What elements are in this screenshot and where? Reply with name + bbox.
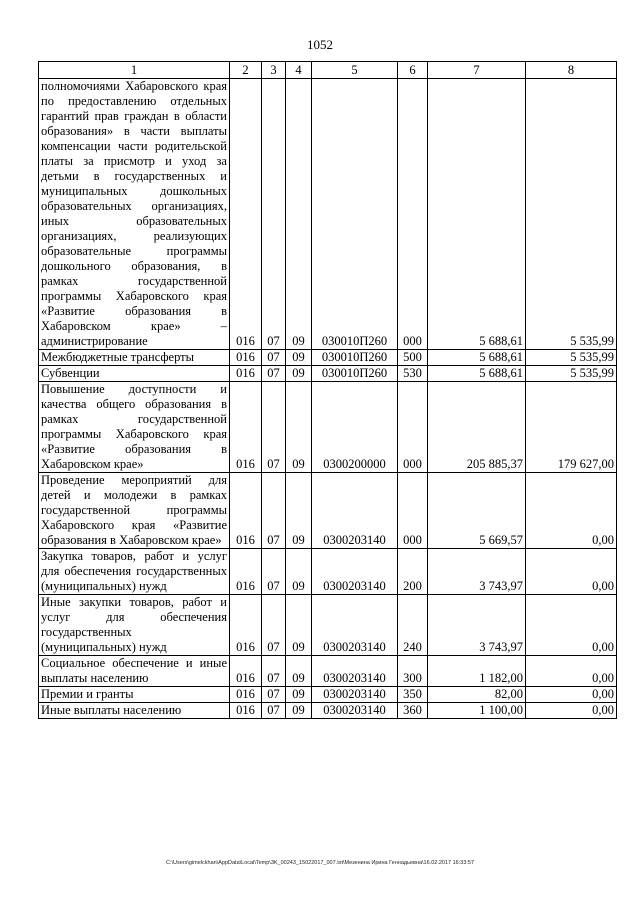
row-value-cell: 030010П260: [312, 350, 398, 366]
row-value-cell: 0300203140: [312, 549, 398, 595]
row-value-cell: 030010П260: [312, 79, 398, 350]
row-value-cell: 07: [262, 595, 286, 656]
row-name-cell: Межбюджетные трансферты: [39, 350, 230, 366]
row-value-cell: 000: [398, 382, 428, 473]
budget-table: [38, 61, 617, 719]
row-value-cell: 1 100,00: [428, 703, 526, 719]
row-value-cell: 0300203140: [312, 595, 398, 656]
row-value-cell: 09: [286, 549, 312, 595]
row-value-cell: 360: [398, 703, 428, 719]
row-value-cell: 030010П260: [312, 366, 398, 382]
table-row: [39, 656, 617, 687]
row-value-cell: 016: [230, 703, 262, 719]
table-row: [39, 350, 617, 366]
table-row: [39, 382, 617, 473]
footer-file-path: C:\Users\gimelckhan\AppData\Local\Temp\3K_00243_15022017_007.txt\Мезенина Ирина Геннадьевна\16.02.2017 16:33:57: [165, 860, 475, 866]
table-row: [39, 595, 617, 656]
row-value-cell: 07: [262, 350, 286, 366]
header-cell: 5: [312, 62, 398, 79]
row-value-cell: 500: [398, 350, 428, 366]
row-value-cell: 0300203140: [312, 703, 398, 719]
row-value-cell: 82,00: [428, 687, 526, 703]
row-value-cell: 0,00: [526, 656, 617, 687]
row-value-cell: 5 688,61: [428, 350, 526, 366]
header-cell: 6: [398, 62, 428, 79]
row-value-cell: 07: [262, 687, 286, 703]
row-value-cell: 016: [230, 656, 262, 687]
row-value-cell: 0300203140: [312, 473, 398, 549]
row-name-cell: Премии и гранты: [39, 687, 230, 703]
row-value-cell: 016: [230, 366, 262, 382]
header-cell: 2: [230, 62, 262, 79]
row-value-cell: 0,00: [526, 473, 617, 549]
row-value-cell: 0300200000: [312, 382, 398, 473]
row-value-cell: 0,00: [526, 687, 617, 703]
row-value-cell: 0,00: [526, 703, 617, 719]
row-value-cell: 016: [230, 79, 262, 350]
table-row: [39, 703, 617, 719]
row-value-cell: 016: [230, 382, 262, 473]
row-value-cell: 3 743,97: [428, 549, 526, 595]
header-cell: 4: [286, 62, 312, 79]
row-value-cell: 09: [286, 687, 312, 703]
table-row: [39, 473, 617, 549]
row-value-cell: 016: [230, 549, 262, 595]
row-value-cell: 07: [262, 79, 286, 350]
page-number: 1052: [307, 37, 333, 52]
row-value-cell: 0,00: [526, 595, 617, 656]
row-value-cell: 09: [286, 656, 312, 687]
row-value-cell: 016: [230, 687, 262, 703]
row-value-cell: 0,00: [526, 549, 617, 595]
row-value-cell: 5 669,57: [428, 473, 526, 549]
row-value-cell: 07: [262, 366, 286, 382]
row-name-cell: полномочиями Хабаровского края по предоставлению отдельных гарантий прав граждан в области образования» в части выплаты компенсации части родительской платы за присмотр и уход за детьми в государственных и муниципальных дошкольных образовательных организациях, иных образовательных организациях, реализующих образовательные программы дошкольного образования, в рамках государственной программы Хабаровского края «Развитие образования в Хабаровском крае» – администрирование: [39, 79, 230, 350]
row-name-cell: Субвенции: [39, 366, 230, 382]
row-name-cell: Иные выплаты населению: [39, 703, 230, 719]
row-value-cell: 09: [286, 382, 312, 473]
row-value-cell: 09: [286, 366, 312, 382]
table-row: [39, 366, 617, 382]
row-value-cell: 016: [230, 350, 262, 366]
row-value-cell: 09: [286, 79, 312, 350]
header-cell: 7: [428, 62, 526, 79]
row-value-cell: 000: [398, 473, 428, 549]
row-value-cell: 5 688,61: [428, 366, 526, 382]
row-name-cell: Повышение доступности и качества общего образования в рамках государственной программы Хабаровского края «Развитие образования в Хабаровском крае»: [39, 382, 230, 473]
table-body: [39, 79, 617, 719]
row-value-cell: 000: [398, 79, 428, 350]
row-name-cell: Закупка товаров, работ и услуг для обеспечения государственных (муниципальных) нужд: [39, 549, 230, 595]
row-value-cell: 240: [398, 595, 428, 656]
row-value-cell: 09: [286, 350, 312, 366]
row-name-cell: Социальное обеспечение и иные выплаты населению: [39, 656, 230, 687]
header-cell: 3: [262, 62, 286, 79]
row-value-cell: 016: [230, 595, 262, 656]
row-value-cell: 3 743,97: [428, 595, 526, 656]
row-value-cell: 09: [286, 595, 312, 656]
row-value-cell: 1 182,00: [428, 656, 526, 687]
row-value-cell: 179 627,00: [526, 382, 617, 473]
row-value-cell: 07: [262, 382, 286, 473]
row-value-cell: 07: [262, 549, 286, 595]
table-row: [39, 79, 617, 350]
row-value-cell: 5 535,99: [526, 350, 617, 366]
table-row: [39, 549, 617, 595]
table-row: [39, 687, 617, 703]
header-cell: 8: [526, 62, 617, 79]
row-name-cell: Иные закупки товаров, работ и услуг для обеспечения государственных (муниципальных) нужд: [39, 595, 230, 656]
row-value-cell: 5 535,99: [526, 79, 617, 350]
row-value-cell: 5 535,99: [526, 366, 617, 382]
row-value-cell: 300: [398, 656, 428, 687]
row-value-cell: 07: [262, 656, 286, 687]
header-cell: 1: [39, 62, 230, 79]
row-value-cell: 530: [398, 366, 428, 382]
table-header-row: [39, 62, 617, 79]
row-value-cell: 200: [398, 549, 428, 595]
row-value-cell: 09: [286, 703, 312, 719]
row-name-cell: Проведение мероприятий для детей и молодежи в рамках государственной программы Хабаровского края «Развитие образования в Хабаровском крае»: [39, 473, 230, 549]
row-value-cell: 016: [230, 473, 262, 549]
row-value-cell: 07: [262, 703, 286, 719]
row-value-cell: 07: [262, 473, 286, 549]
row-value-cell: 0300203140: [312, 687, 398, 703]
row-value-cell: 350: [398, 687, 428, 703]
row-value-cell: 09: [286, 473, 312, 549]
row-value-cell: 5 688,61: [428, 79, 526, 350]
row-value-cell: 205 885,37: [428, 382, 526, 473]
row-value-cell: 0300203140: [312, 656, 398, 687]
